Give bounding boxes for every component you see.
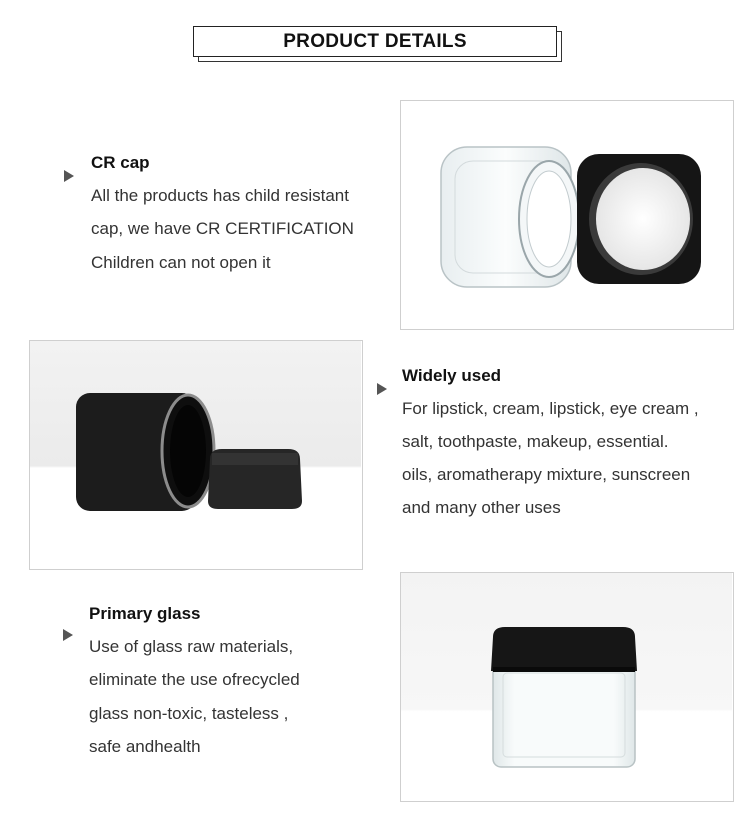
feature-line: cap, we have CR CERTIFICATION [91,219,354,238]
capped-jar-illustration [401,573,732,800]
triangle-right-icon [63,629,73,641]
product-image-cr-cap [400,100,734,330]
jar-with-cap-illustration [401,101,732,328]
feature-line: glass non-toxic, tasteless , [89,704,289,723]
feature-title: Primary glass [89,604,201,623]
feature-line: safe andhealth [89,737,201,756]
feature-line: and many other uses [402,498,561,517]
triangle-right-icon [64,170,74,182]
feature-title: Widely used [402,366,502,385]
triangle-right-icon [377,383,387,395]
feature-line: All the products has child resistant [91,186,349,205]
product-image-primary-glass [400,572,734,802]
feature-line: eliminate the use ofrecycled [89,670,300,689]
feature-title: CR cap [91,153,150,172]
feature-line: Use of glass raw materials, [89,637,294,656]
product-image-widely-used [29,340,363,570]
feature-line: salt, toothpaste, makeup, essential. [402,432,669,451]
black-jar-illustration [30,341,361,568]
feature-line: oils, aromatherapy mixture, sunscreen [402,465,691,484]
header-box [193,26,557,57]
feature-line: Children can not open it [91,253,271,272]
page-title: PRODUCT DETAILS [283,30,467,52]
feature-line: For lipstick, cream, lipstick, eye cream , [402,399,699,418]
